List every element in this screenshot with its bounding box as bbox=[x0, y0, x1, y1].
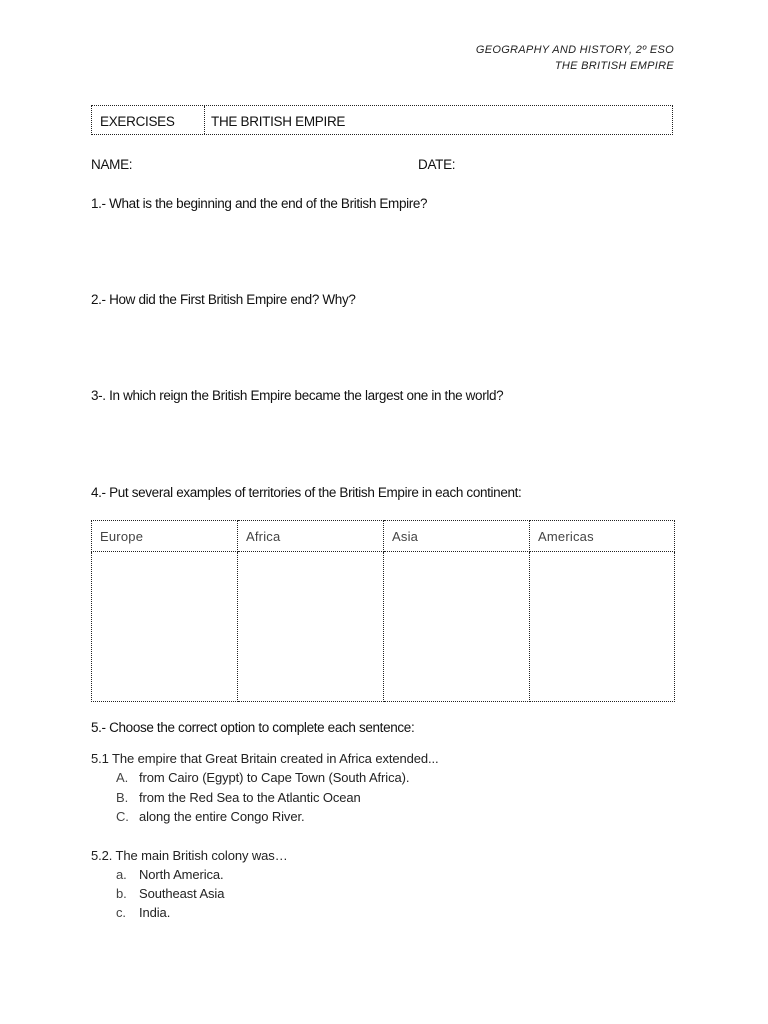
answer-cell-asia[interactable] bbox=[384, 552, 530, 702]
option-text: along the entire Congo River. bbox=[139, 809, 305, 824]
header-americas: Americas bbox=[530, 521, 675, 552]
name-field-label: NAME: bbox=[91, 157, 133, 172]
header-europe: Europe bbox=[92, 521, 238, 552]
option-text: from the Red Sea to the Atlantic Ocean bbox=[139, 790, 361, 805]
title-topic: THE BRITISH EMPIRE bbox=[211, 114, 346, 129]
option-text: Southeast Asia bbox=[139, 886, 225, 901]
option-5-2-c bbox=[116, 905, 170, 920]
option-5-1-a bbox=[116, 770, 409, 785]
question-1: 1.- What is the beginning and the end of the British Empire? bbox=[91, 196, 428, 211]
header-topic: THE BRITISH EMPIRE bbox=[554, 60, 674, 72]
header-africa: Africa bbox=[238, 521, 384, 552]
answer-cell-africa[interactable] bbox=[238, 552, 384, 702]
title-exercises: EXERCISES bbox=[92, 106, 205, 134]
title-box bbox=[91, 105, 673, 135]
header-asia: Asia bbox=[384, 521, 530, 552]
option-marker: C. bbox=[116, 809, 129, 824]
option-text: from Cairo (Egypt) to Cape Town (South Africa). bbox=[139, 770, 410, 785]
question-4: 4.- Put several examples of territories of the British Empire in each continent: bbox=[91, 485, 522, 500]
option-marker: c. bbox=[116, 905, 126, 920]
option-5-2-b bbox=[116, 886, 224, 901]
option-text: India. bbox=[139, 905, 171, 920]
option-marker: b. bbox=[116, 886, 127, 901]
table-answer-row bbox=[92, 552, 675, 702]
header-course: GEOGRAPHY AND HISTORY, 2º ESO bbox=[475, 44, 674, 56]
answer-cell-europe[interactable] bbox=[92, 552, 238, 702]
option-5-1-c bbox=[116, 809, 305, 824]
answer-cell-americas[interactable] bbox=[530, 552, 675, 702]
sentence-5-1: 5.1 The empire that Great Britain created in Africa extended... bbox=[91, 751, 439, 766]
date-field-label: DATE: bbox=[418, 157, 456, 172]
continents-table bbox=[91, 520, 675, 702]
option-marker: B. bbox=[116, 790, 129, 805]
question-3: 3-. In which reign the British Empire became the largest one in the world? bbox=[91, 388, 504, 403]
option-5-1-b bbox=[116, 790, 361, 805]
question-2: 2.- How did the First British Empire end? Why? bbox=[91, 292, 356, 307]
sentence-5-2: 5.2. The main British colony was… bbox=[91, 848, 288, 863]
option-text: North America. bbox=[139, 867, 224, 882]
table-header-row bbox=[92, 521, 675, 552]
option-marker: a. bbox=[116, 867, 127, 882]
option-5-2-a bbox=[116, 867, 224, 882]
option-marker: A. bbox=[116, 770, 129, 785]
question-5: 5.- Choose the correct option to complete each sentence: bbox=[91, 720, 415, 735]
